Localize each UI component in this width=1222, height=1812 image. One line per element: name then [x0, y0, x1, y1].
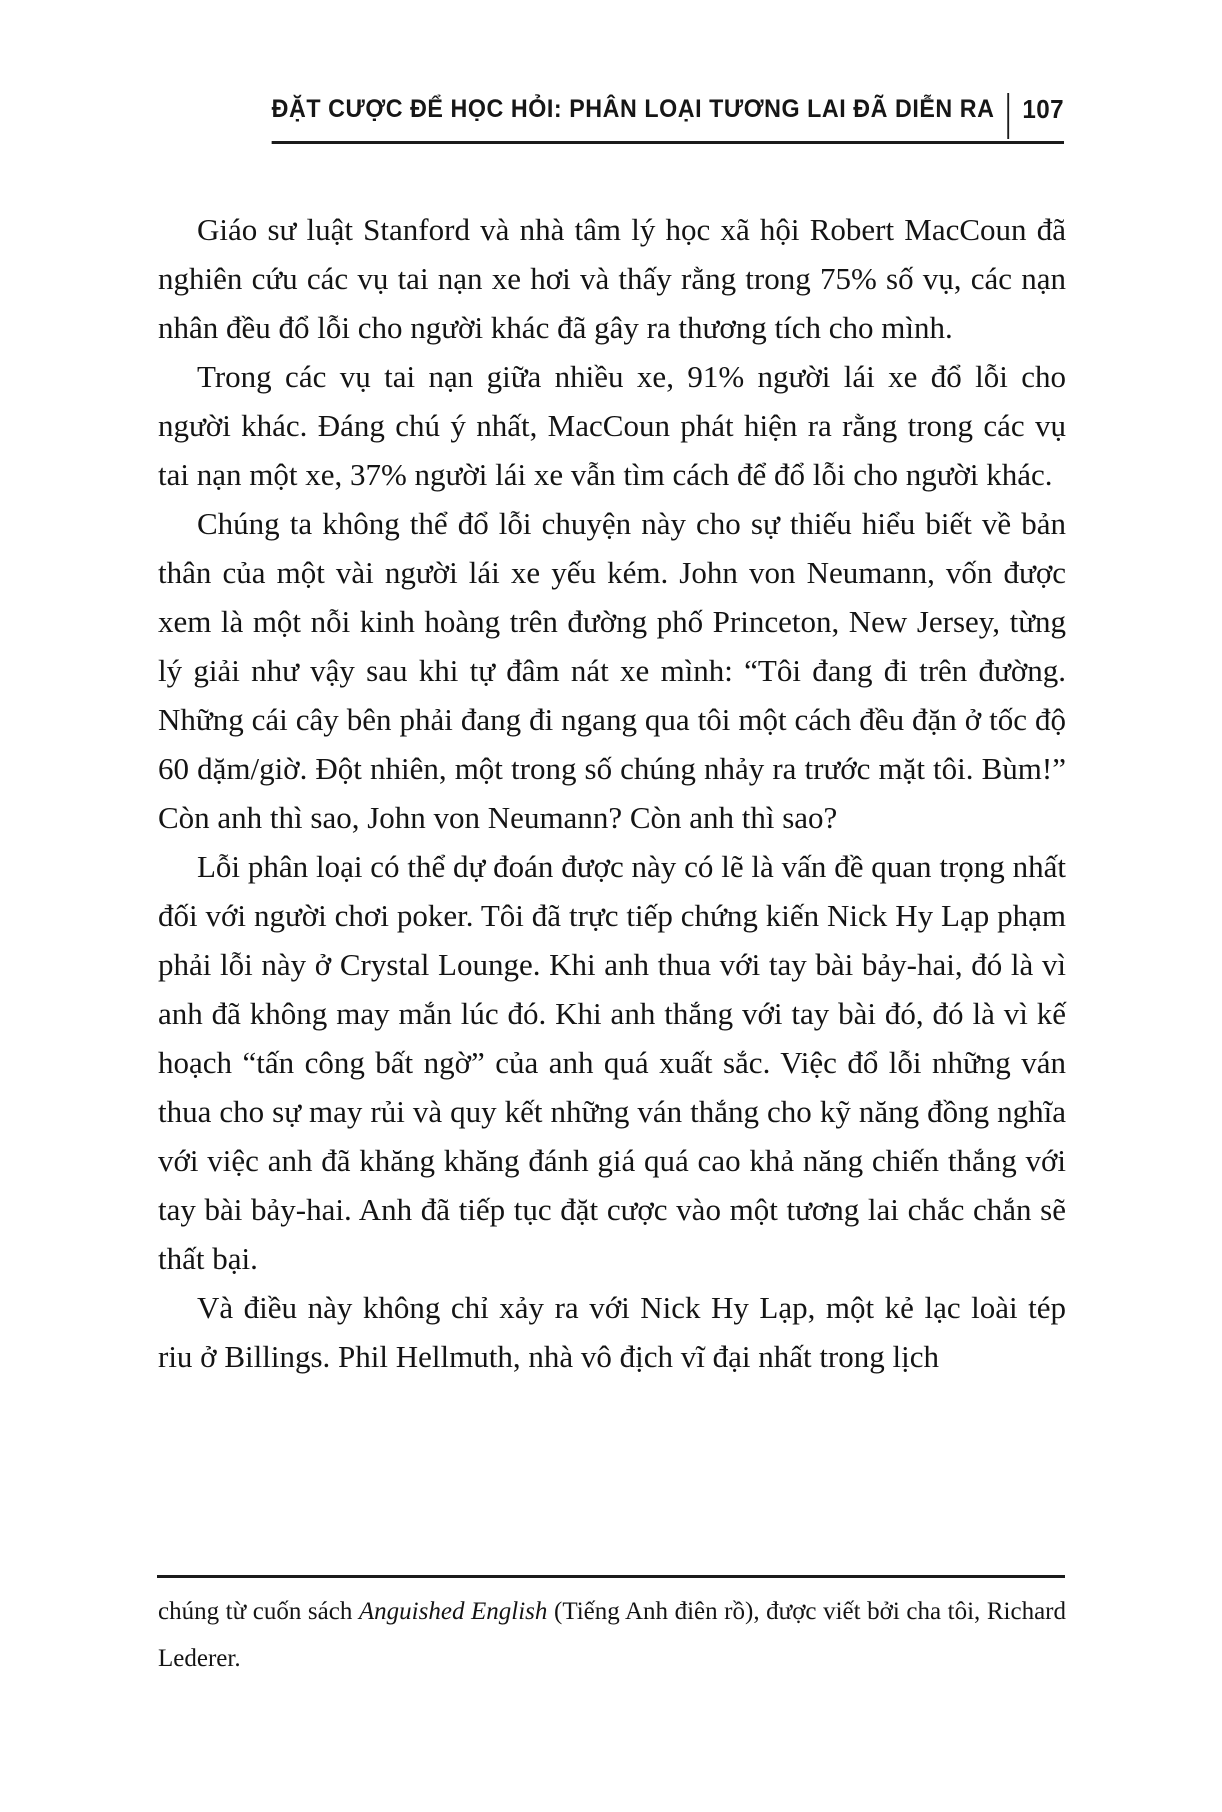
header-divider-bar [1007, 93, 1009, 139]
paragraph-3: Chúng ta không thể đổ lỗi chuyện này cho sự thiếu hiểu biết về bản thân của một vài người lái xe yếu kém. John von Neumann, vốn được xem là một nỗi kinh hoàng trên đường phố Princeton, New Jersey, từng lý giải như vậy sau khi tự đâm nát xe mình: “Tôi đang đi trên đường. Những cái cây bên phải đang đi ngang qua tôi một cách đều đặn ở tốc độ 60 dặm/giờ. Đột nhiên, một trong số chúng nhảy ra trước mặt tôi. Bùm!” Còn anh thì sao, John von Neumann? Còn anh thì sao? [158, 506, 1066, 835]
footnote-divider-rule [157, 1575, 1065, 1578]
page-header [212, 86, 1064, 144]
footnote-book-title: Anguished English [358, 1598, 548, 1625]
body-text [158, 205, 1066, 1381]
paragraph-4: Lỗi phân loại có thể dự đoán được này có lẽ là vấn đề quan trọng nhất đối với người chơi poker. Tôi đã trực tiếp chứng kiến Nick Hy Lạp phạm phải lỗi này ở Crystal Lounge. Khi anh thua với tay bài bảy-hai, đó là vì anh đã không may mắn lúc đó. Khi anh thắng với tay bài đó, đó là vì kế hoạch “tấn công bất ngờ” của anh quá xuất sắc. Việc đổ lỗi những ván thua cho sự may rủi và quy kết những ván thắng cho kỹ năng đồng nghĩa với việc anh đã khăng khăng đánh giá quá cao khả năng chiến thắng với tay bài bảy-hai. Anh đã tiếp tục đặt cược vào một tương lai chắc chắn sẽ thất bại. [158, 849, 1066, 1276]
running-head-title: ĐẶT CƯỢC ĐỂ HỌC HỎI: PHÂN LOẠI TƯƠNG LAI ĐÃ DIỄN RA [271, 95, 995, 123]
running-head-block [272, 86, 1064, 144]
paragraph-5: Và điều này không chỉ xảy ra với Nick Hy Lạp, một kẻ lạc loài tép riu ở Billings. Phil Hellmuth, nhà vô địch vĩ đại nhất trong lịch [158, 1290, 1066, 1374]
footnote-text-start: chúng từ cuốn sách [158, 1598, 359, 1625]
footnote-text-end: (Tiếng Anh điên rồ), được viết bởi cha tôi, Richard Lederer. [158, 1598, 1067, 1672]
paragraph-1: Giáo sư luật Stanford và nhà tâm lý học xã hội Robert MacCoun đã nghiên cứu các vụ tai nạn xe hơi và thấy rằng trong 75% số vụ, các nạn nhân đều đổ lỗi cho người khác đã gây ra thương tích cho mình. [158, 212, 1066, 345]
paragraph-2: Trong các vụ tai nạn giữa nhiều xe, 91% người lái xe đổ lỗi cho người khác. Đáng chú ý nhất, MacCoun phát hiện ra rằng trong các vụ tai nạn một xe, 37% người lái xe vẫn tìm cách để đổ lỗi cho người khác. [158, 359, 1066, 492]
footnote [158, 1588, 1066, 1682]
page-number: 107 [1022, 94, 1064, 124]
